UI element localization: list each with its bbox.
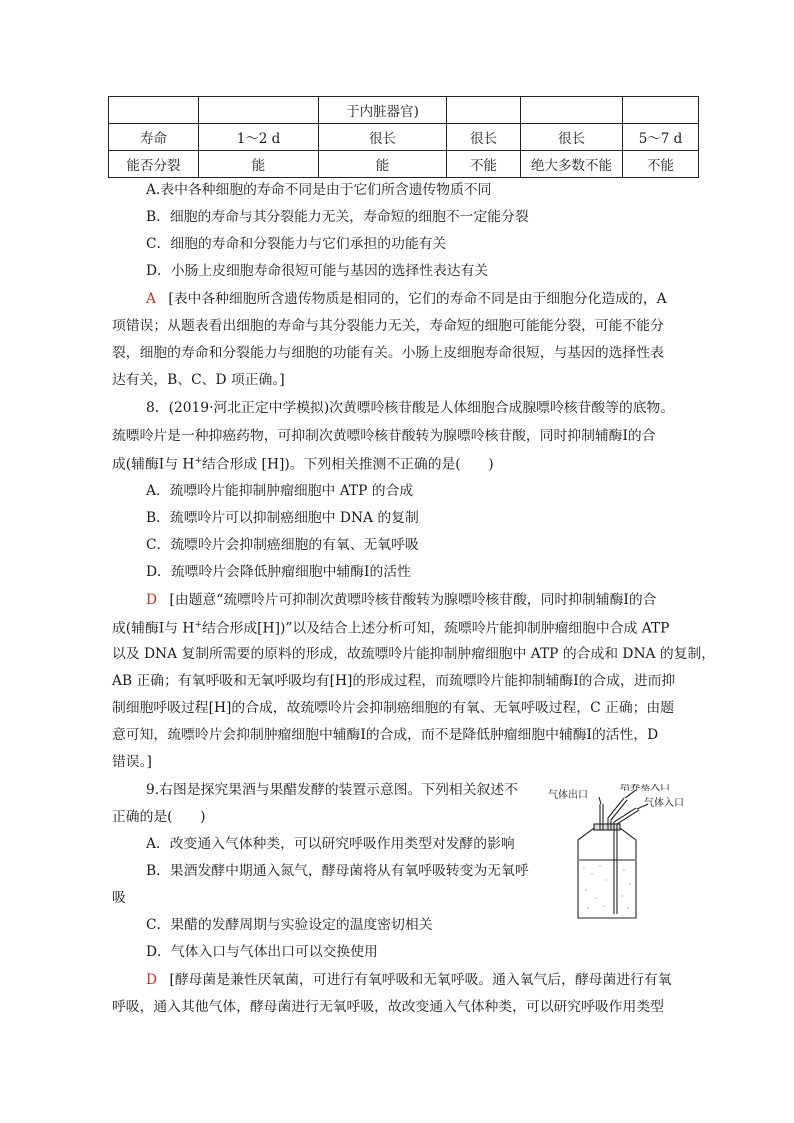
q9-answer: D [146, 972, 158, 988]
superscript: + [194, 620, 202, 630]
q9-option-b: B．果酒发酵中期通入氮气，酵母菌将从有氧呼吸转变为无氧呼 [146, 863, 529, 879]
q8-answer-line [146, 594, 656, 608]
label-medium-inlet: 培养基入口 [620, 784, 670, 793]
table-cell: 能否分裂 [109, 151, 199, 178]
q9-answer-line [146, 974, 672, 988]
q8-explanation-4: 错误。] [112, 754, 152, 770]
table-cell [199, 97, 319, 124]
q8-stem-2-text: 成(辅酶Ⅰ与 H [112, 456, 195, 473]
q7-explanation-1: 项错误；从题表看出细胞的寿命与其分裂能力无关，寿命短的细胞可能能分裂，可能不能分 [112, 318, 664, 334]
q9-option-d: D．气体入口与气体出口可以交换使用 [146, 944, 378, 960]
table-cell [521, 97, 623, 124]
q7-option-a: A.表中各种细胞的寿命不同是由于它们所含遗传物质不同 [146, 182, 492, 198]
q9-explanation-0: [酵母菌是兼性厌氧菌，可进行有氧呼吸和无氧呼吸。通入氧气后，酵母菌进行有氧 [169, 972, 672, 988]
q7-option-c: C．细胞的寿命和分裂能力与它们承担的功能有关 [146, 236, 447, 252]
superscript: + [194, 456, 202, 466]
table-row [109, 97, 699, 124]
table-cell: 绝大多数不能 [521, 151, 623, 178]
table-cell [623, 97, 699, 124]
q8-stem-0: 8．(2019·河北正定中学模拟)次黄嘌呤核苷酸是人体细胞合成腺嘌呤核苷酸等的底物。 [146, 400, 675, 416]
q8-stem-2 [112, 457, 494, 472]
label-gas-outlet: 气体出口 [548, 790, 588, 801]
q8-option-d: D．巯嘌呤片会降低肿瘤细胞中辅酶Ⅰ的活性 [146, 564, 411, 580]
fermentation-apparatus-figure [544, 784, 694, 926]
q7-explanation-3: 达有关，B、C、D 项正确。] [112, 372, 285, 388]
table-cell [447, 97, 521, 124]
q8-option-b: B．巯嘌呤片可以抑制癌细胞中 DNA 的复制 [146, 510, 419, 526]
label-gas-inlet: 气体入口 [644, 798, 684, 809]
q8-stem-2-rest: 结合形成 [H])。下列相关推测不正确的是( ) [201, 456, 494, 473]
q9-explanation-1: 呼吸，通入其他气体，酵母菌进行无氧呼吸，故改变通入气体种类，可以研究呼吸作用类型 [112, 999, 664, 1015]
table-cell: 能 [199, 151, 319, 178]
table-cell: 不能 [623, 151, 699, 178]
table-row [109, 124, 699, 151]
q7-option-b: B．细胞的寿命与其分裂能力无关，寿命短的细胞不一定能分裂 [146, 209, 529, 225]
table-cell: 1～2 d [199, 124, 319, 151]
q8-option-a: A．巯嘌呤片能抑制肿瘤细胞中 ATP 的合成 [146, 483, 414, 499]
q7-explanation-2: 裂，细胞的寿命和分裂能力与细胞的功能有关。小肠上皮细胞寿命很短，与基因的选择性表 [112, 345, 664, 361]
liquid-dots [583, 865, 630, 908]
q7-answer-line [146, 293, 667, 307]
table-cell: 很长 [447, 124, 521, 151]
q9-stem-0: 9.右图是探究果酒与果醋发酵的装置示意图。下列相关叙述不 [146, 782, 518, 798]
table-cell: 很长 [319, 124, 447, 151]
q8-explanation-first: [由题意“巯嘌呤片可抑制次黄嘌呤核苷酸转为腺嘌呤核苷酸，同时抑制辅酶Ⅰ的合 [169, 592, 657, 608]
q8-option-c: C．巯嘌呤片会抑制癌细胞的有氧、无氧呼吸 [146, 537, 419, 553]
q9-option-a: A．改变通入气体种类，可以研究呼吸作用类型对发酵的影响 [146, 836, 515, 852]
table-row [109, 151, 699, 178]
q8-explanation-second [112, 621, 669, 636]
table-cell: 能 [319, 151, 447, 178]
q8-explanation-second-text: 成(辅酶Ⅰ与 H [112, 620, 195, 637]
q9-option-c: C．果醋的发酵周期与实验设定的温度密切相关 [146, 917, 433, 933]
table-cell: 于内脏器官) [319, 97, 447, 124]
q8-answer: D [146, 592, 158, 608]
fermentation-apparatus-diagram [544, 784, 694, 926]
q7-answer: A [146, 291, 156, 307]
table-cell [109, 97, 199, 124]
table-cell: 很长 [521, 124, 623, 151]
table-cell: 不能 [447, 151, 521, 178]
q8-explanation-0: 以及 DNA 复制所需要的原料的形成，故巯嘌呤片能抑制肿瘤细胞中 ATP 的合成和 DNA 的复制， [112, 646, 716, 662]
q7-explanation-0: [表中各种细胞所含遗传物质是相同的，它们的寿命不同是由于细胞分化造成的，A [168, 291, 667, 307]
cell-comparison-table [108, 96, 699, 178]
q8-explanation-3: 意可知，巯嘌呤片会抑制肿瘤细胞中辅酶Ⅰ的合成，而不是降低肿瘤细胞中辅酶Ⅰ的活性，D [112, 727, 659, 743]
q8-stem-1: 巯嘌呤片是一种抑癌药物，可抑制次黄嘌呤核苷酸转为腺嘌呤核苷酸，同时抑制辅酶Ⅰ的合 [112, 428, 656, 444]
q7-option-d: D．小肠上皮细胞寿命很短可能与基因的选择性表达有关 [146, 263, 489, 279]
q8-explanation-1: AB 正确；有氧呼吸和无氧呼吸均有[H]的形成过程，而巯嘌呤片能抑制辅酶Ⅰ的合成，进而抑 [112, 673, 676, 689]
table-cell: 5～7 d [623, 124, 699, 151]
q8-explanation-second-rest: 结合形成[H])”以及结合上述分析可知，巯嘌呤片能抑制肿瘤细胞中合成 ATP [201, 620, 670, 637]
table-cell: 寿命 [109, 124, 199, 151]
q8-explanation-2: 制细胞呼吸过程[H]的合成，故巯嘌呤片会抑制癌细胞的有氧、无氧呼吸过程，C 正确；由题 [112, 700, 675, 716]
q9-stem-1: 正确的是( ) [112, 809, 206, 825]
q9-option-b-cont: 吸 [112, 890, 126, 906]
